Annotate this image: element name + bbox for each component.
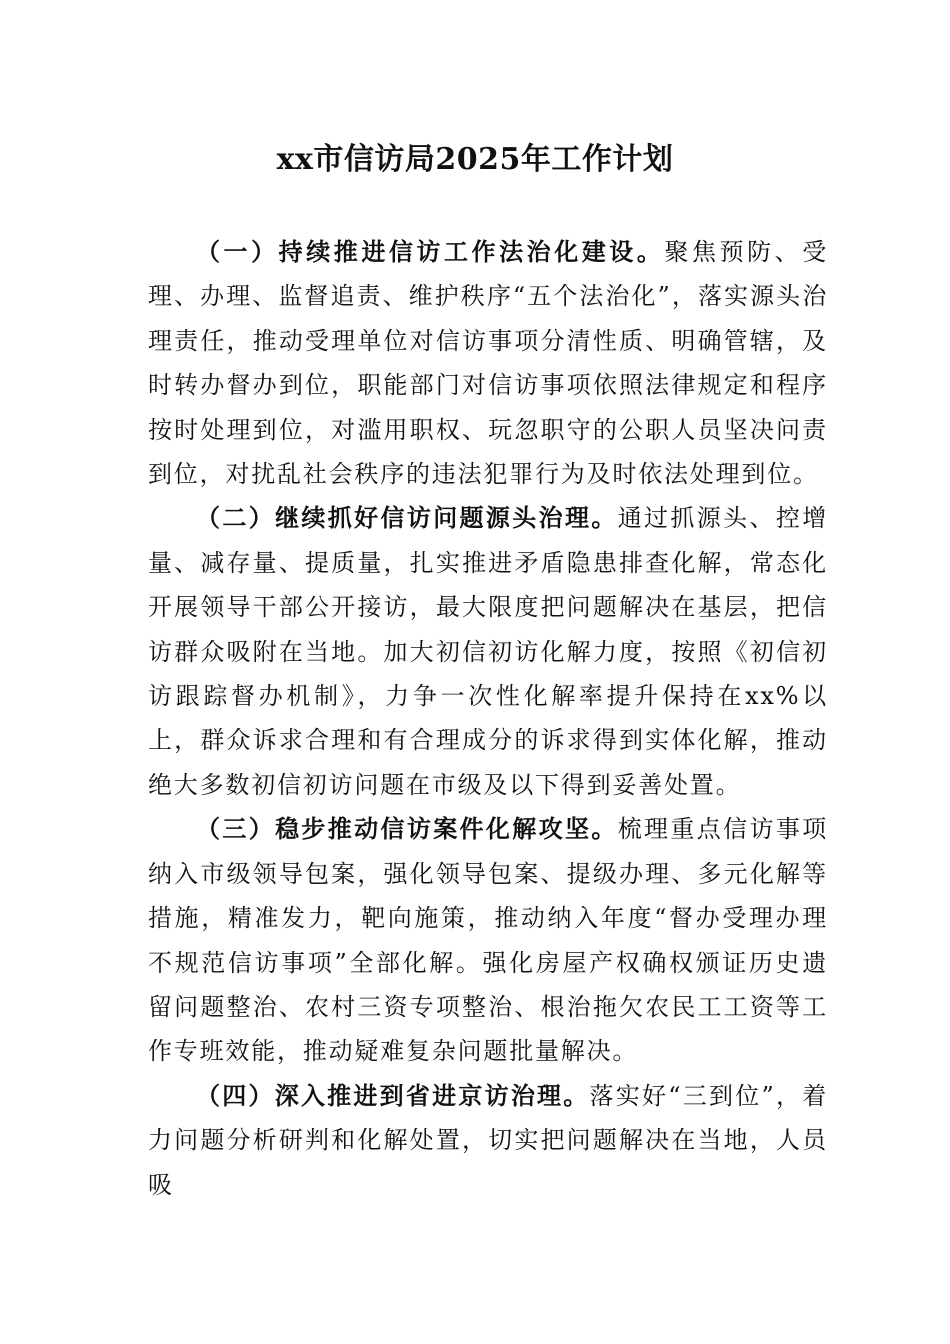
paragraph-2	[148, 496, 828, 807]
document-title: xx市信访局2025年工作计划	[276, 142, 674, 177]
paragraph-1-body: 聚焦预防、受理、办理、监督追责、维护秩序“五个法治化”，落实源头治理责任，推动受理单位对信访事项分清性质、明确管辖，及时转办督办到位，职能部门对信访事项依照法律规定和程序按时处理到位，对滥用职权、玩忽职守的公职人员坚决问责到位，对扰乱社会秩序的违法犯罪行为及时依法处理到位。	[148, 238, 828, 489]
paragraph-2-heading: （二）继续抓好信访问题源头治理。	[196, 503, 618, 533]
paragraph-1	[148, 230, 828, 496]
paragraph-3-body: 梳理重点信访事项纳入市级领导包案，强化领导包案、提级办理、多元化解等措施，精准发力，靶向施策，推动纳入年度“督办受理办理不规范信访事项”全部化解。强化房屋产权确权颁证历史遗留问题整治、农村三资专项整治、根治拖欠农民工工资等工作专班效能，推动疑难复杂问题批量解决。	[148, 815, 828, 1066]
paragraph-3-heading: （三）稳步推动信访案件化解攻坚。	[196, 814, 618, 844]
paragraph-3	[148, 807, 828, 1073]
paragraph-4	[148, 1074, 828, 1207]
paragraph-4-body: 落实好“三到位”，着力问题分析研判和化解处置，切实把问题解决在当地，人员吸	[148, 1081, 829, 1199]
paragraph-4-heading: （四）深入推进到省进京访治理。	[196, 1080, 590, 1110]
document-body	[148, 230, 828, 1207]
paragraph-2-body: 通过抓源头、控增量、减存量、提质量，扎实推进矛盾隐患排查化解，常态化开展领导干部公开接访，最大限度把问题解决在基层，把信访群众吸附在当地。加大初信初访化解力度，按照《初信初访跟踪督办机制》，力争一次性化解率提升保持在xx%以上，群众诉求合理和有合理成分的诉求得到实体化解，推动绝大多数初信初访问题在市级及以下得到妥善处置。	[148, 504, 828, 799]
paragraph-1-heading: （一）持续推进信访工作法治化建设。	[196, 237, 665, 266]
